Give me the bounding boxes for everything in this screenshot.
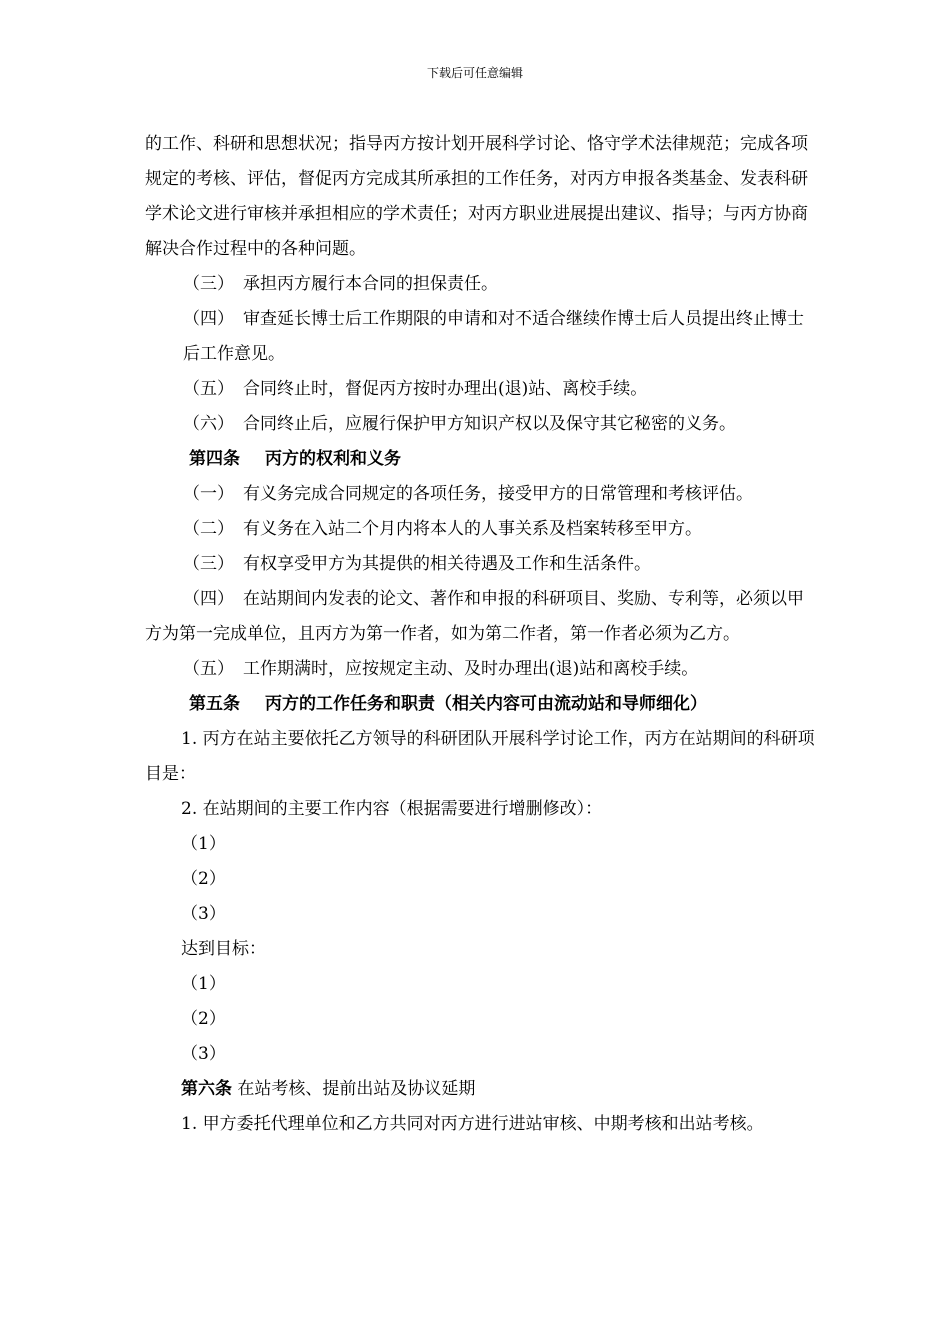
article-title: 丙方的工作任务和职责（相关内容可由流动站和导师细化） — [265, 694, 707, 714]
list-item: （3） — [181, 1044, 226, 1064]
item-text: 合同终止后，应履行保护甲方知识产权以及保守其它秘密的义务。 — [243, 414, 736, 434]
page-header: 下载后可任意编辑 — [426, 66, 523, 80]
item-number: （二） — [183, 519, 234, 539]
paragraph: 2. 在站期间的主要工作内容（根据需要进行增删修改）： — [181, 799, 603, 819]
list-item — [145, 407, 817, 442]
list-item: （2） — [181, 1009, 226, 1029]
item-text: 承担丙方履行本合同的担保责任。 — [243, 274, 498, 294]
item-text: 审查延长博士后工作期限的申请和对不适合继续作博士后人员提出终止博士后工作意见。 — [183, 309, 804, 364]
list-item: （1） — [181, 974, 226, 994]
article-number: 第五条 — [189, 694, 240, 714]
list-item — [145, 547, 817, 582]
article-title: 丙方的权利和义务 — [265, 449, 401, 469]
item-number: （五） — [183, 379, 234, 399]
document-body — [145, 127, 817, 1142]
target-label: 达到目标： — [181, 939, 266, 959]
list-item — [145, 267, 817, 302]
paragraph: 的工作、科研和思想状况；指导丙方按计划开展科学讨论、恪守学术法律规范；完成各项规定的考核、评估，督促丙方完成其所承担的工作任务，对丙方申报各类基金、发表科研学术论文进行审核并承担相应的学术责任；对丙方职业进展提出建议、指导；与丙方协商解决合作过程中的各种问题。 — [145, 134, 808, 259]
item-number: （三） — [183, 554, 234, 574]
item-number: （五） — [183, 659, 234, 679]
list-item — [145, 652, 817, 687]
item-number: （四） — [183, 589, 234, 609]
item-text: 有权享受甲方为其提供的相关待遇及工作和生活条件。 — [243, 554, 651, 574]
article-heading — [145, 687, 817, 722]
article-heading — [145, 1072, 817, 1107]
item-number: （三） — [183, 274, 234, 294]
item-text: 有义务在入站二个月内将本人的人事关系及档案转移至甲方。 — [243, 519, 702, 539]
article-heading — [145, 442, 817, 477]
list-item: （2） — [181, 869, 226, 889]
list-item: （3） — [181, 904, 226, 924]
item-number: （六） — [183, 414, 234, 434]
list-item: （1） — [181, 834, 226, 854]
item-text: 工作期满时，应按规定主动、及时办理出(退)站和离校手续。 — [243, 659, 699, 679]
item-text: 有义务完成合同规定的各项任务，接受甲方的日常管理和考核评估。 — [243, 484, 753, 504]
item-text: 合同终止时，督促丙方按时办理出(退)站、离校手续。 — [243, 379, 648, 399]
list-item — [145, 372, 817, 407]
list-item — [145, 582, 817, 652]
article-number: 第四条 — [189, 449, 240, 469]
list-item — [145, 302, 817, 372]
list-item — [145, 512, 817, 547]
list-item — [145, 477, 817, 512]
item-text: 在站期间内发表的论文、著作和申报的科研项目、奖励、专利等，必须以甲方为第一完成单位，且丙方为第一作者，如为第二作者，第一作者必须为乙方。 — [145, 589, 804, 644]
paragraph: 1. 甲方委托代理单位和乙方共同对丙方进行进站审核、中期考核和出站考核。 — [181, 1114, 764, 1134]
article-number: 第六条 — [181, 1079, 232, 1099]
item-number: （一） — [183, 484, 234, 504]
item-number: （四） — [183, 309, 234, 329]
paragraph: 1. 丙方在站主要依托乙方领导的科研团队开展科学讨论工作，丙方在站期间的科研项目是： — [145, 729, 815, 784]
article-title: 在站考核、提前出站及协议延期 — [237, 1079, 476, 1099]
